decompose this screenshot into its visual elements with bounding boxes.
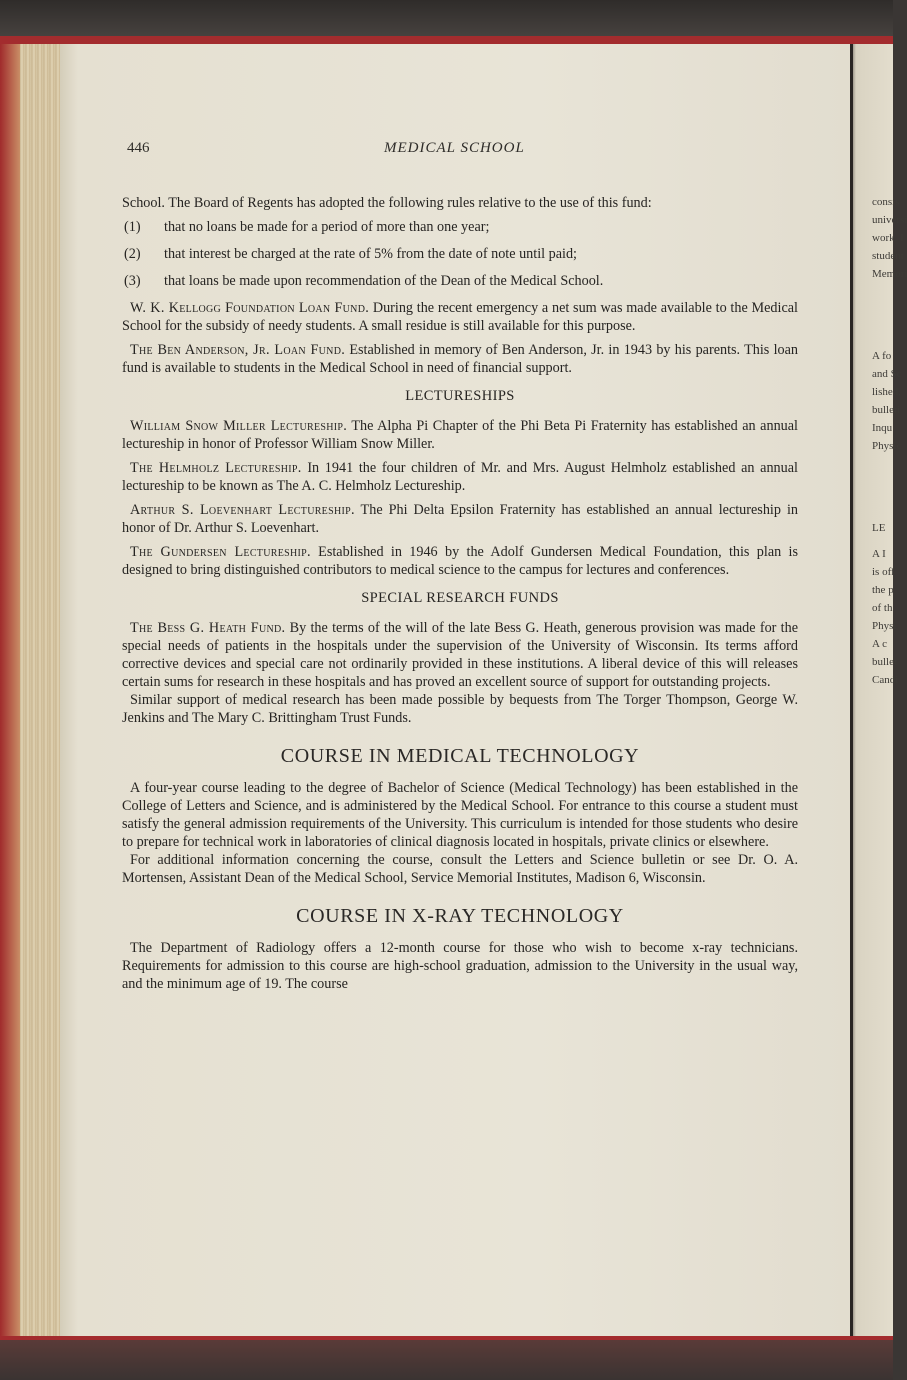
adjacent-page-fragment: universi bbox=[872, 214, 907, 226]
lectureship-paragraph bbox=[122, 459, 798, 495]
lectureships-heading: LECTURESHIPS bbox=[405, 388, 515, 404]
research-paragraph bbox=[122, 619, 798, 691]
fund-name: The Ben Anderson, Jr. Loan Fund. bbox=[130, 342, 346, 358]
xray-heading: COURSE IN X-RAY TECHNOLOGY bbox=[296, 905, 624, 927]
adjacent-page-fragment: bulleti bbox=[872, 404, 901, 416]
intro-paragraph: School. The Board of Regents has adopted the following rules relative to the use of this fund: bbox=[122, 195, 652, 211]
rule-item bbox=[122, 245, 798, 263]
fund-paragraph bbox=[122, 299, 798, 335]
adjacent-page-fragment: Physic bbox=[872, 440, 902, 452]
book-cover-edge-top bbox=[0, 36, 893, 44]
rule-text: that interest be charged at the rate of 5% from the date of note until paid; bbox=[164, 246, 577, 262]
rule-text: that loans be made upon recommendation of the Dean of the Medical School. bbox=[164, 273, 604, 289]
adjacent-page-fragment: work. I bbox=[872, 232, 904, 244]
adjacent-page-fragment: the p bbox=[872, 584, 894, 596]
adjacent-page-fragment: of th bbox=[872, 602, 893, 614]
rule-number: (3) bbox=[124, 273, 141, 289]
fund-text: Established in memory of Ben Anderson, Jr. in 1943 by his parents. This loan fund is available to students in the Medical School in need of financial support. bbox=[122, 342, 798, 376]
lectureship-name: Arthur S. Loevenhart Lectureship. bbox=[130, 502, 355, 518]
adjacent-page-fragment: Candi bbox=[872, 674, 899, 686]
rule-item bbox=[122, 218, 798, 236]
adjacent-page-fragment: and Sc bbox=[872, 368, 902, 380]
research-heading: SPECIAL RESEARCH FUNDS bbox=[361, 590, 559, 606]
adjacent-page bbox=[850, 44, 907, 1336]
adjacent-page-fragment: student bbox=[872, 250, 904, 262]
adjacent-page-fragment: Memori bbox=[872, 268, 907, 280]
lectureship-text: The Alpha Pi Chapter of the Phi Beta Pi Fraternity has established an annual lectureship in honor of Professor William Snow Miller. bbox=[122, 418, 799, 452]
lectureship-name: The Helmholz Lectureship. bbox=[130, 460, 302, 476]
research-similar-paragraph: Similar support of medical research has been made possible by bequests from The Torger Thompson, George W. Jenkins and The Mary C. Brittingham Trust Funds. bbox=[122, 692, 798, 726]
adjacent-page-fragment: lished, bbox=[872, 386, 902, 398]
scanner-background-bottom bbox=[0, 1340, 893, 1380]
rule-text: that no loans be made for a period of more than one year; bbox=[164, 219, 490, 235]
med-tech-heading: COURSE IN MEDICAL TECHNOLOGY bbox=[280, 745, 640, 767]
page-edges-left bbox=[0, 44, 60, 1336]
fund-name: W. K. Kellogg Foundation Loan Fund. bbox=[130, 300, 370, 316]
adjacent-page-fragment: consis bbox=[872, 196, 900, 208]
lectureship-paragraph bbox=[122, 543, 798, 579]
page-number: 446 bbox=[127, 140, 150, 156]
rule-number: (2) bbox=[124, 246, 141, 262]
lectureship-text: The Phi Delta Epsilon Fraternity has established an annual lectureship in honor of Dr. Arthur S. Loevenhart. bbox=[122, 502, 798, 536]
research-text: By the terms of the will of the late Bess G. Heath, generous provision was made for the special needs of patients in the hospitals under the supervision of the University of Wisconsin. Its terms afford corrective devices and special care not ordinarily provided in these institutions. A liberal device of this will releases certain sums for research in these hospitals and has proved an excellent source of support for outstanding projects. bbox=[122, 620, 798, 690]
running-head: MEDICAL SCHOOL bbox=[384, 140, 525, 156]
adjacent-page-fragment: A I bbox=[872, 548, 886, 560]
fund-paragraph bbox=[122, 341, 798, 377]
xray-paragraph: The Department of Radiology offers a 12-month course for those who wish to become x-ray technicians. Requirements for admission to this course are high-school graduation, admission to the University in the usual way, and the minimum age of 19. The course bbox=[122, 940, 798, 992]
adjacent-page-fragment: bullet bbox=[872, 656, 898, 668]
fund-text: During the recent emergency a net sum was made available to the Medical School for the subsidy of needy students. A small residue is still available for this purpose. bbox=[122, 300, 798, 334]
rule-item bbox=[122, 272, 798, 290]
page-body bbox=[122, 194, 798, 999]
rule-number: (1) bbox=[124, 219, 141, 235]
lectureship-paragraph bbox=[122, 417, 798, 453]
lectureship-text: In 1941 the four children of Mr. and Mrs. August Helmholz established an annual lectureship to be known as The A. C. Helmholz Lectureship. bbox=[122, 460, 798, 494]
med-tech-paragraph: A four-year course leading to the degree of Bachelor of Science (Medical Technology) has been established in the College of Letters and Science, and is administered by the Medical School. For entrance to this course a student must satisfy the general admission requirements of the University. This curriculum is intended for those students who desire to prepare for technical work in laboratories of clinical diagnosis located in hospitals, private clinics or elsewhere. bbox=[122, 780, 798, 850]
lectureship-text: Established in 1946 by the Adolf Gundersen Medical Foundation, this plan is designed to bring distinguished contributors to medical science to the campus for lectures and conferences. bbox=[122, 544, 799, 578]
adjacent-page-fragment: A fo bbox=[872, 350, 892, 362]
adjacent-page-fragment: A c bbox=[872, 638, 887, 650]
med-tech-info-paragraph: For additional information concerning the course, consult the Letters and Science bulletin or see Dr. O. A. Mortensen, Assistant Dean of the Medical School, Service Memorial Institutes, Madison 6, Wisconsin. bbox=[122, 852, 798, 886]
page-header bbox=[0, 140, 893, 160]
lectureship-name: The Gundersen Lectureship. bbox=[130, 544, 311, 560]
adjacent-page-fragment: LE bbox=[872, 522, 886, 534]
research-fund-name: The Bess G. Heath Fund. bbox=[130, 620, 286, 636]
adjacent-page-fragment: Physi bbox=[872, 620, 897, 632]
lectureship-paragraph bbox=[122, 501, 798, 537]
adjacent-page-fragment: is off bbox=[872, 566, 895, 578]
lectureship-name: William Snow Miller Lectureship. bbox=[130, 418, 348, 434]
adjacent-page-fragment: Inqu bbox=[872, 422, 893, 434]
